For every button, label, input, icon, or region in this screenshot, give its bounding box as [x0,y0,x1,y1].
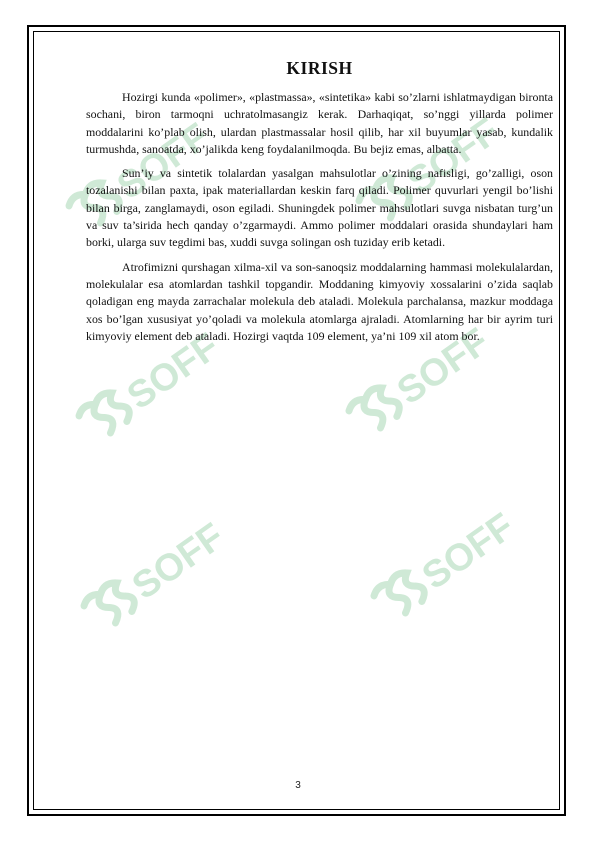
page-number: 3 [295,780,301,791]
watermark-text: SOFF [119,325,227,419]
document-body [86,58,553,352]
watermark-text: SOFF [399,110,507,204]
watermark-text: SOFF [414,505,522,599]
paragraph: Hozirgi kunda «polimer», «plastmassa», «sintetika» kabi so’zlarni ishlatmaydigan bironta sochani, biron tarmoqni uchratolmasangiz kerak. Darhaqiqat, so’nggi yillarda polimer moddalarini ko’plab olish, ulardan plastmassalar hosil qilib, har xil buyumlar yasab, kundalik turmushda, sanoatda, xo’jalikda keng foydalanilmoqda. Bu bejiz emas, albatta. [86,90,553,156]
watermark-text: SOFF [389,320,497,414]
page-title: KIRISH [286,58,353,78]
watermark-text: SOFF [124,515,232,609]
paragraph: Sun’iy va sintetik tolalardan yasalgan mahsulotlar o’zining nafisligi, go’zalligi, oson tozalanishi bilan paxta, ipak materiallardan keskin farq qiladi. Polimer quvurlari yengil bo’lishi bilan birga, zanglamaydi, oson egiladi. Shuningdek polimer mahsulotlari suvga nisbatan turg’un va suv ta’sirida hech qanday o’zgarmaydi. Ammo polimer moddalari orasida shundaylari ham borki, ularga suv tegdimi bas, xuddi suvga solingan osh tuziday erib ketadi. [86,166,553,250]
watermark-text: SOFF [109,115,217,209]
paragraph: Atrofimizni qurshagan xilma-xil va son-sanoqsiz moddalarning hammasi molekulalardan, molekulalar esa atomlardan tashkil topgandir. Moddaning kimyoviy xossalarini o’zida saqlab qoladigan eng mayda zarrachalar molekula deb ataladi. Molekula parchalansa, mazkur moddaga xos bo’lgan xususiyat yo’qoladi va molekula atomlarga ajraladi. Atomlarning har bir ayrim turi kimyoviy element deb ataladi. Hozirgi vaqtda 109 element, ya’ni 109 xil atom bor. [86,259,553,343]
